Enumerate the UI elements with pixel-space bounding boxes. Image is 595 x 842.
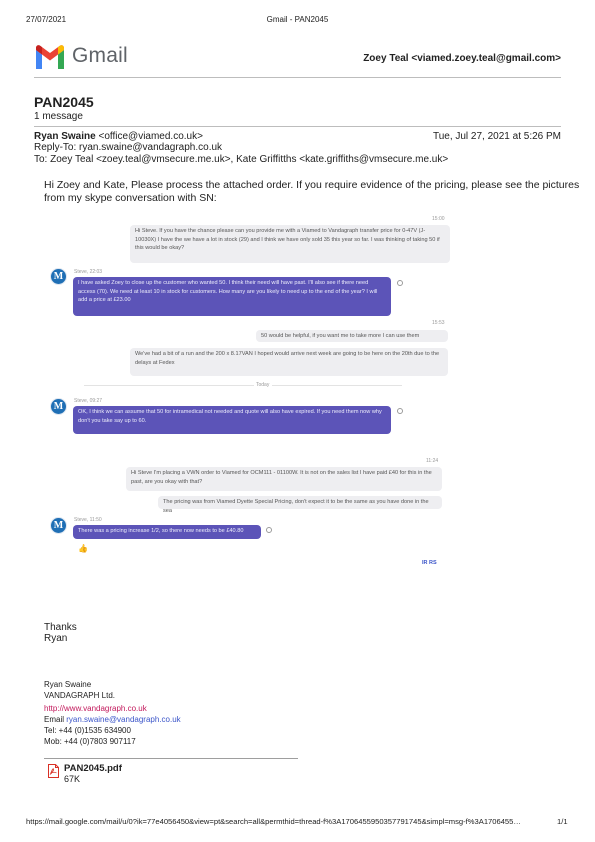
chat-time: 15:00 (432, 216, 445, 222)
signature-email-link[interactable]: ryan.swaine@vandagraph.co.uk (66, 715, 181, 724)
message-divider (34, 126, 561, 127)
recipients: To: Zoey Teal <zoey.teal@vmsecure.me.uk>, Kate Griffitths <kate.griffiths@vmsecure.me.uk> (34, 154, 449, 165)
sender-email: <office@viamed.co.uk> (98, 131, 203, 142)
thread-subject: PAN2045 (34, 94, 94, 110)
signature-name: Ryan Swaine (44, 680, 92, 689)
gmail-wordmark: Gmail (72, 44, 128, 67)
chat-time: 11:24 (426, 458, 439, 464)
smiley-icon (266, 527, 272, 533)
attachment-divider (44, 758, 298, 759)
email-label: Email (44, 715, 65, 724)
chat-message-outgoing: Hi Steve. If you have the chance please can you provide me with a Viamed to Vandagraph transfer price for 0-47V (J-10030X) I have the we have a lot in stock (29) and I think we have only sold 35 this year so far. I was thinking of taking 50 if this would be okay? (130, 225, 450, 263)
sender (34, 131, 203, 142)
signature-mob: Mob: +44 (0)7803 907117 (44, 737, 136, 746)
attachment-filename[interactable]: PAN2045.pdf (64, 763, 122, 774)
sender-name: Ryan Swaine (34, 131, 96, 142)
reply-to: Reply-To: ryan.swaine@vandagraph.co.uk (34, 142, 223, 153)
body-line-2: from my skype conversation with SN: (44, 192, 217, 204)
chat-day-divider-left (84, 385, 254, 386)
account-label: Zoey Teal <viamed.zoey.teal@gmail.com> (363, 53, 561, 64)
chat-time: 15:53 (432, 320, 445, 326)
gmail-logo-icon (34, 45, 66, 69)
smiley-icon (397, 280, 403, 286)
header-divider (34, 77, 561, 78)
chat-message-outgoing: The pricing was from Viamed Dyette Special Pricing, don't expect it to be the same as you have done in the sea (158, 496, 442, 509)
skype-chat-screenshot (44, 212, 445, 572)
signature-email (44, 714, 181, 725)
message-date: Tue, Jul 27, 2021 at 5:26 PM (432, 131, 561, 142)
print-footer-url: https://mail.google.com/mail/u/0?ik=77e4056450&view=pt&search=all&permthid=thread-f%3A1706455950357791745&simpl=msg-f%3A1706455… (26, 817, 521, 826)
chat-message-incoming: There was a pricing increase 1/2, so there now needs to be £40.80 (73, 525, 261, 539)
print-page-title: Gmail - PAN2045 (266, 15, 329, 24)
chat-message-incoming: I have asked Zoey to close up the customer who wanted 50. I think their need will have past. I'll also see if there need access (70). We need at least 10 in stock for customers. How many are you likely to need up to the end of the year? I will add a price at £23.00 (73, 277, 391, 316)
read-receipt: IR RS (422, 560, 437, 566)
chat-sender-time: Steve, 11:50 (74, 517, 102, 523)
chat-message-outgoing: 50 would be helpful, if you want me to take more I can use them (256, 330, 448, 342)
chat-message-outgoing: We've had a bit of a run and the 200 x 8.17VAN I hoped would arrive next week are going to be here on the 20th due to the delays at Fedex (130, 348, 448, 376)
message-count: 1 message (34, 111, 83, 122)
smiley-icon (397, 408, 403, 414)
chat-message-outgoing: Hi Steve I'm placing a VWN order to Viamed for OCM111 - 01100W. It is not on the sales list I have paid £40 for this in the past, are you okay with that? (126, 467, 442, 491)
chat-sender-time: Steve, 22:03 (74, 269, 103, 275)
signature-website-link[interactable]: http://www.vandagraph.co.uk (44, 704, 147, 713)
chat-message-incoming: OK, I think we can assume that 50 for intramedical not needed and quote will also have expired. If you need them now why don't you take say up to 60. (73, 406, 391, 434)
body-line-1: Hi Zoey and Kate, Please process the attached order. If you require evidence of the pricing, please see the pictures (44, 179, 580, 191)
avatar: M (50, 268, 67, 285)
chat-sender-time: Steve, 09:27 (74, 398, 103, 404)
print-footer-page: 1/1 (557, 817, 568, 826)
chat-day-label: Today (256, 382, 270, 388)
avatar: M (50, 398, 67, 415)
print-date: 27/07/2021 (26, 15, 67, 24)
chat-day-divider-right (272, 385, 402, 386)
attachment-size: 67K (64, 774, 81, 784)
thumbs-up-icon: 👍 (78, 544, 88, 553)
signature-tel: Tel: +44 (0)1535 634900 (44, 726, 131, 735)
pdf-icon (48, 764, 59, 778)
avatar: M (50, 517, 67, 534)
closing-name: Ryan (44, 633, 68, 644)
closing-thanks: Thanks (44, 622, 77, 633)
signature-company: VANDAGRAPH Ltd. (44, 691, 115, 700)
